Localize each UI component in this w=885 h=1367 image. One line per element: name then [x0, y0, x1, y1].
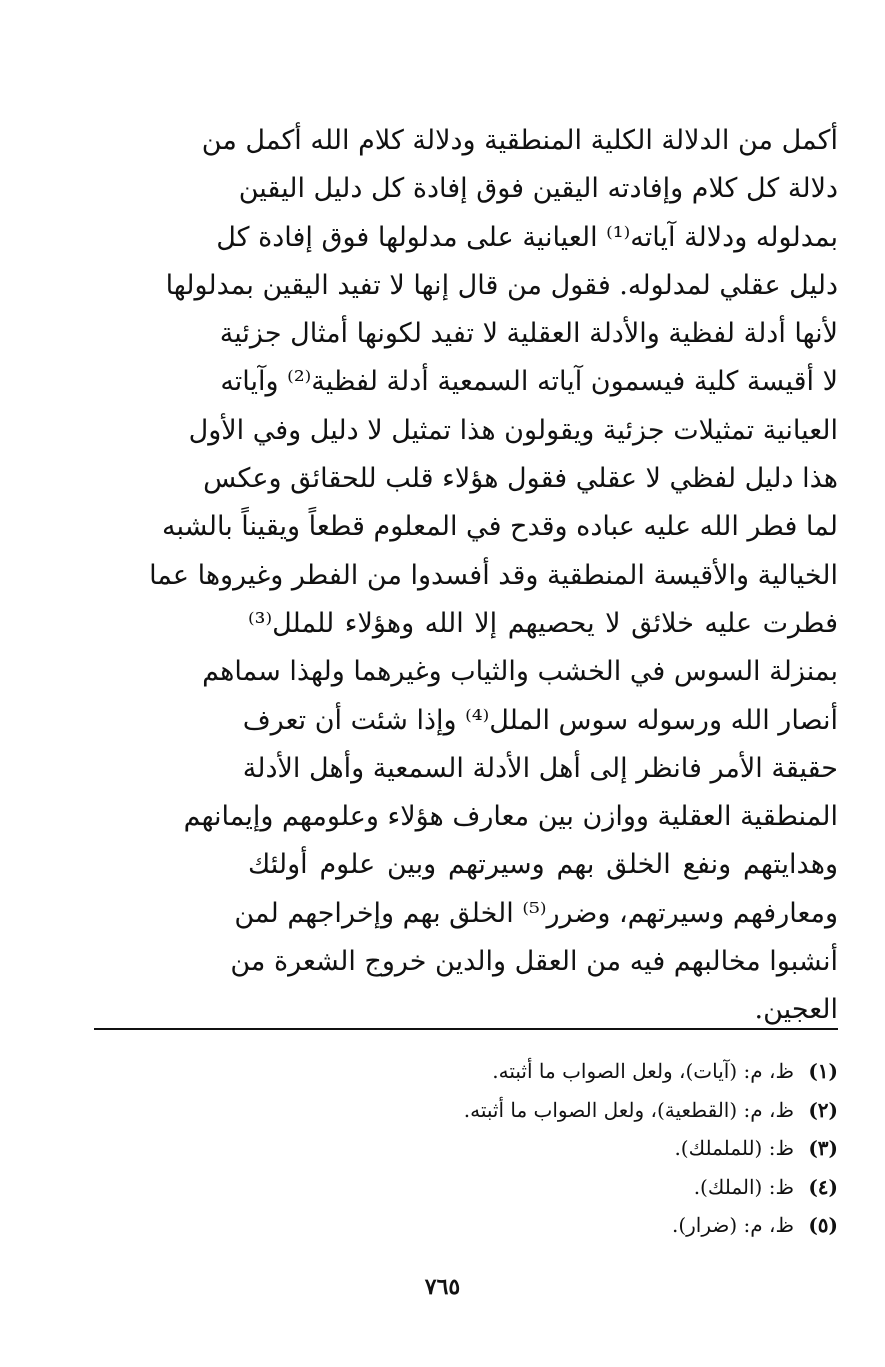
text-line: هذا دليل لفظي لا عقلي فقول هؤلاء قلب للحقائق وعكس — [203, 463, 838, 495]
text-line: دلالة كل كلام وإفادته اليقين فوق إفادة كل دليل اليقين — [238, 173, 838, 205]
footnote-number: (٢) — [808, 1097, 838, 1122]
footnote-text: ظ، م: (القطعية)، ولعل الصواب ما أثبته. — [463, 1097, 794, 1122]
footnote-item — [94, 1168, 838, 1207]
page-number: ٧٦٥ — [424, 1274, 461, 1300]
text-line: لا أقيسة كلية فيسمون آياته السمعية أدلة لفظية⁽²⁾ وآياته — [220, 366, 838, 398]
footnote-text: ظ: (الملك). — [693, 1174, 794, 1199]
footnote-item — [94, 1206, 838, 1245]
footnote-number: (١) — [808, 1059, 838, 1083]
footnote-text: ظ: (للململك). — [674, 1136, 794, 1160]
text-line: وهدايتهم ونفع الخلق بهم وسيرتهم وبين علوم أولئك — [248, 849, 838, 881]
footnote-number: (٥) — [808, 1213, 838, 1237]
text-line: فطرت عليه خلائق لا يحصيهم إلا الله وهؤلاء للملل⁽³⁾ — [248, 607, 838, 639]
text-line: دليل عقلي لمدلوله. فقول من قال إنها لا تفيد اليقين بمدلولها — [165, 269, 838, 301]
text-line: أنشبوا مخالبهم فيه من العقل والدين خروج الشعرة من — [230, 946, 838, 978]
footnote-text: ظ، م: (آيات)، ولعل الصواب ما أثبته. — [492, 1059, 794, 1083]
text-line: بمنزلة السوس في الخشب والثياب وغيرهما ولهذا سماهم — [202, 656, 838, 688]
footnote-item — [94, 1129, 838, 1168]
footnote-text: ظ، م: (ضرار). — [671, 1213, 794, 1237]
text-line-last: العجين. — [754, 994, 838, 1026]
text-line: المنطقية العقلية ووازن بين معارف هؤلاء وعلومهم وإيمانهم — [183, 801, 838, 833]
footnotes-section — [94, 1052, 838, 1245]
footnote-item — [94, 1052, 838, 1091]
footnote-number: (٤) — [808, 1174, 838, 1199]
text-line: لأنها أدلة لفظية والأدلة العقلية لا تفيد لكونها أمثال جزئية — [219, 318, 838, 350]
footnote-divider — [94, 1028, 838, 1030]
text-line: بمدلوله ودلالة آياته⁽¹⁾ العيانية على مدلولها فوق إفادة كل — [216, 221, 838, 253]
main-text-block — [149, 117, 838, 1035]
text-line: الخيالية والأقيسة المنطقية وقد أفسدوا من الفطر وغيروها عما — [149, 559, 838, 591]
text-line: حقيقة الأمر فانظر إلى أهل الأدلة السمعية وأهل الأدلة — [242, 752, 838, 784]
footnote-number: (٣) — [808, 1136, 838, 1160]
text-line: العيانية تمثيلات جزئية ويقولون هذا تمثيل لا دليل وفي الأول — [188, 414, 838, 446]
text-line: لما فطر الله عليه عباده وقدح في المعلوم قطعاً ويقيناً بالشبه — [162, 511, 838, 543]
text-line: ومعارفهم وسيرتهم، وضرر⁽⁵⁾ الخلق بهم وإخراجهم لمن — [234, 897, 838, 929]
footnote-item — [94, 1091, 838, 1130]
text-line: أنصار الله ورسوله سوس الملل⁽⁴⁾ وإذا شئت أن تعرف — [242, 704, 838, 736]
text-line: أكمل من الدلالة الكلية المنطقية ودلالة كلام الله أكمل من — [201, 125, 838, 156]
